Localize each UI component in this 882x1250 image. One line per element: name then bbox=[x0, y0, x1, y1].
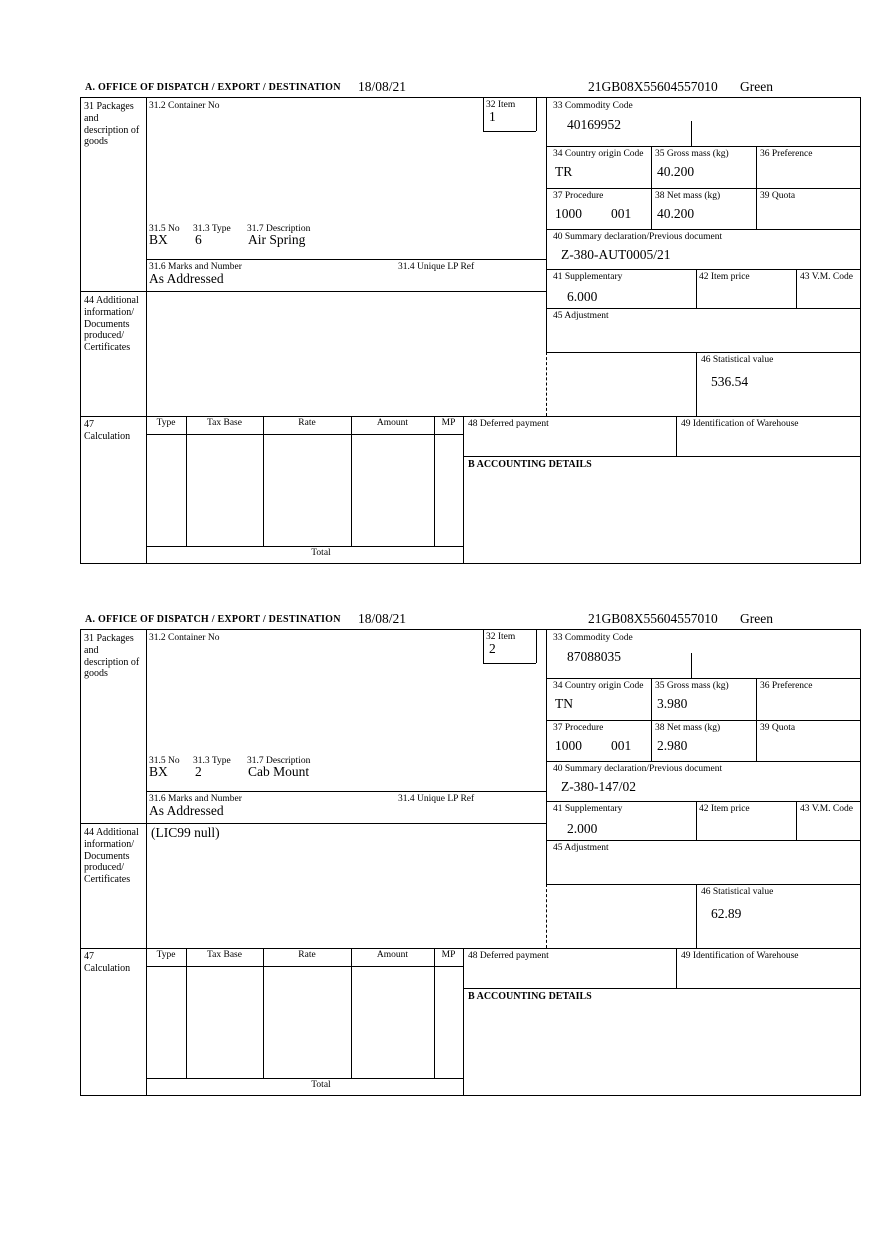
form-line bbox=[546, 146, 860, 147]
box46-statistical-label: 46 Statistical value bbox=[701, 355, 774, 365]
box44-additional-info-label: 44 Additional information/ Documents produced/ Certificates bbox=[84, 827, 139, 886]
supplementary-value: 2.000 bbox=[567, 821, 598, 836]
form-line bbox=[263, 948, 264, 1078]
form-line bbox=[546, 761, 860, 762]
summary-declaration-value: Z-380-AUT0005/21 bbox=[561, 247, 671, 262]
gross-mass-value: 40.200 bbox=[657, 164, 695, 179]
item-block-1 bbox=[80, 80, 861, 564]
package-no-value: BX bbox=[149, 764, 168, 779]
commodity-code-value: 40169952 bbox=[567, 117, 621, 132]
form-line bbox=[146, 630, 147, 1095]
box48-deferred-payment-label: 48 Deferred payment bbox=[468, 419, 549, 429]
box33-commodity-label: 33 Commodity Code bbox=[553, 633, 633, 643]
accounting-details-label: B ACCOUNTING DETAILS bbox=[468, 991, 592, 1002]
item-number-value: 2 bbox=[489, 641, 496, 656]
box35-gross-mass-label: 35 Gross mass (kg) bbox=[655, 149, 729, 159]
form-line bbox=[434, 948, 435, 1078]
commodity-code-value: 87088035 bbox=[567, 649, 621, 664]
box31-6-marks-label: 31.6 Marks and Number bbox=[149, 794, 242, 804]
form-line bbox=[263, 416, 264, 546]
col-header-rate: Rate bbox=[298, 950, 316, 960]
form-line bbox=[546, 269, 860, 270]
box31-packages-label: 31 Packages and description of goods bbox=[84, 101, 140, 148]
form-line bbox=[796, 269, 797, 308]
box31-packages-label: 31 Packages and description of goods bbox=[84, 633, 140, 680]
box42-item-price-label: 42 Item price bbox=[699, 272, 750, 282]
form-line bbox=[463, 416, 464, 563]
form-line bbox=[483, 131, 536, 132]
form-line bbox=[146, 434, 463, 435]
box47-calculation-label: 47 Calculation bbox=[84, 951, 131, 974]
box42-item-price-label: 42 Item price bbox=[699, 804, 750, 814]
form-line bbox=[546, 884, 860, 885]
box39-quota-label: 39 Quota bbox=[760, 191, 796, 201]
statistical-value: 536.54 bbox=[711, 374, 749, 389]
form-line bbox=[463, 456, 860, 457]
box41-supplementary-label: 41 Supplementary bbox=[553, 804, 623, 814]
form-line bbox=[483, 663, 536, 664]
total-label: Total bbox=[311, 1080, 331, 1090]
box31-2-container-label: 31.2 Container No bbox=[149, 633, 220, 643]
form-line bbox=[676, 416, 677, 456]
form-line bbox=[696, 884, 697, 948]
form-line bbox=[483, 98, 484, 131]
procedure-value: 1000 bbox=[555, 738, 582, 753]
col-header-amount: Amount bbox=[376, 418, 409, 428]
form-line bbox=[691, 121, 692, 146]
movement-reference-number: 21GB08X55604557010 bbox=[588, 79, 718, 94]
net-mass-value: 40.200 bbox=[657, 206, 695, 221]
form-line bbox=[691, 653, 692, 678]
net-mass-value: 2.980 bbox=[657, 738, 688, 753]
box40-summary-label: 40 Summary declaration/Previous document bbox=[553, 764, 723, 774]
form-line bbox=[351, 948, 352, 1078]
box31-7-description-label: 31.7 Description bbox=[247, 756, 311, 766]
accounting-details-label: B ACCOUNTING DETAILS bbox=[468, 459, 592, 470]
supplementary-value: 6.000 bbox=[567, 289, 598, 304]
dispatch-date: 18/08/21 bbox=[358, 611, 407, 626]
form-line bbox=[81, 291, 546, 292]
package-type-value: 6 bbox=[195, 232, 202, 247]
box35-gross-mass-label: 35 Gross mass (kg) bbox=[655, 681, 729, 691]
form-line bbox=[696, 269, 697, 308]
country-origin-value: TR bbox=[555, 164, 573, 179]
dispatch-date: 18/08/21 bbox=[358, 79, 407, 94]
form-line bbox=[434, 416, 435, 546]
form-line bbox=[81, 823, 546, 824]
box32-item-label: 32 Item bbox=[486, 100, 516, 110]
box38-net-mass-label: 38 Net mass (kg) bbox=[655, 723, 721, 733]
declaration-frame bbox=[80, 629, 861, 1096]
box43-vm-code-label: 43 V.M. Code bbox=[800, 272, 853, 282]
box44-additional-info-label: 44 Additional information/ Documents produced/ Certificates bbox=[84, 295, 139, 354]
box37-procedure-label: 37 Procedure bbox=[553, 191, 604, 201]
form-line bbox=[546, 801, 860, 802]
form-line bbox=[546, 630, 547, 884]
box36-preference-label: 36 Preference bbox=[760, 681, 813, 691]
form-line bbox=[796, 801, 797, 840]
box40-summary-label: 40 Summary declaration/Previous document bbox=[553, 232, 723, 242]
procedure-value: 1000 bbox=[555, 206, 582, 221]
form-line bbox=[546, 720, 860, 721]
form-line bbox=[696, 352, 697, 416]
form-line-dashed bbox=[546, 352, 547, 416]
box31-2-container-label: 31.2 Container No bbox=[149, 101, 220, 111]
gross-mass-value: 3.980 bbox=[657, 696, 688, 711]
form-line bbox=[186, 416, 187, 546]
box31-4-lp-ref-label: 31.4 Unique LP Ref bbox=[398, 262, 475, 272]
country-origin-value: TN bbox=[555, 696, 573, 711]
box47-calculation-label: 47 Calculation bbox=[84, 419, 131, 442]
office-of-dispatch-header: A. OFFICE OF DISPATCH / EXPORT / DESTINATION bbox=[85, 82, 341, 93]
box41-supplementary-label: 41 Supplementary bbox=[553, 272, 623, 282]
form-line bbox=[81, 416, 860, 417]
box45-adjustment-label: 45 Adjustment bbox=[553, 843, 609, 853]
item-block-2 bbox=[80, 612, 861, 1096]
form-line bbox=[696, 801, 697, 840]
box43-vm-code-label: 43 V.M. Code bbox=[800, 804, 853, 814]
box34-country-label: 34 Country origin Code bbox=[553, 681, 644, 691]
box46-statistical-label: 46 Statistical value bbox=[701, 887, 774, 897]
total-label: Total bbox=[311, 548, 331, 558]
office-of-dispatch-header: A. OFFICE OF DISPATCH / EXPORT / DESTINATION bbox=[85, 614, 341, 625]
box31-3-type-label: 31.3 Type bbox=[193, 224, 231, 234]
box49-warehouse-label: 49 Identification of Warehouse bbox=[681, 419, 799, 429]
box39-quota-label: 39 Quota bbox=[760, 723, 796, 733]
col-header-tax-base: Tax Base bbox=[207, 950, 242, 960]
form-line bbox=[546, 840, 860, 841]
form-line bbox=[546, 229, 860, 230]
form-line bbox=[463, 988, 860, 989]
form-line bbox=[186, 948, 187, 1078]
col-header-rate: Rate bbox=[298, 418, 316, 428]
form-line bbox=[483, 630, 484, 663]
summary-declaration-value: Z-380-147/02 bbox=[561, 779, 636, 794]
col-header-amount: Amount bbox=[376, 950, 409, 960]
marks-value: As Addressed bbox=[149, 803, 224, 818]
box38-net-mass-label: 38 Net mass (kg) bbox=[655, 191, 721, 201]
box49-warehouse-label: 49 Identification of Warehouse bbox=[681, 951, 799, 961]
form-line bbox=[81, 948, 860, 949]
form-line bbox=[546, 308, 860, 309]
form-line bbox=[146, 259, 546, 260]
col-header-type: Type bbox=[156, 418, 176, 428]
form-line bbox=[146, 98, 147, 563]
procedure-value-2: 001 bbox=[611, 206, 632, 221]
form-line bbox=[146, 966, 463, 967]
form-line bbox=[546, 352, 860, 353]
form-line bbox=[676, 948, 677, 988]
item-number-value: 1 bbox=[489, 109, 496, 124]
form-line bbox=[546, 98, 547, 352]
box37-procedure-label: 37 Procedure bbox=[553, 723, 604, 733]
additional-information-value: (LIC99 null) bbox=[151, 825, 220, 840]
routing-status: Green bbox=[740, 79, 773, 94]
form-line bbox=[536, 630, 537, 663]
box31-5-no-label: 31.5 No bbox=[149, 756, 180, 766]
col-header-mp: MP bbox=[441, 950, 456, 960]
box31-5-no-label: 31.5 No bbox=[149, 224, 180, 234]
box45-adjustment-label: 45 Adjustment bbox=[553, 311, 609, 321]
box31-3-type-label: 31.3 Type bbox=[193, 756, 231, 766]
form-line bbox=[351, 416, 352, 546]
col-header-tax-base: Tax Base bbox=[207, 418, 242, 428]
box31-6-marks-label: 31.6 Marks and Number bbox=[149, 262, 242, 272]
goods-description-value: Cab Mount bbox=[248, 764, 310, 779]
movement-reference-number: 21GB08X55604557010 bbox=[588, 611, 718, 626]
form-line bbox=[463, 948, 464, 1095]
box48-deferred-payment-label: 48 Deferred payment bbox=[468, 951, 549, 961]
box31-7-description-label: 31.7 Description bbox=[247, 224, 311, 234]
form-line bbox=[146, 546, 463, 547]
box34-country-label: 34 Country origin Code bbox=[553, 149, 644, 159]
box33-commodity-label: 33 Commodity Code bbox=[553, 101, 633, 111]
col-header-type: Type bbox=[156, 950, 176, 960]
routing-status: Green bbox=[740, 611, 773, 626]
form-line bbox=[546, 188, 860, 189]
declaration-frame bbox=[80, 97, 861, 564]
package-no-value: BX bbox=[149, 232, 168, 247]
box36-preference-label: 36 Preference bbox=[760, 149, 813, 159]
marks-value: As Addressed bbox=[149, 271, 224, 286]
form-line-dashed bbox=[546, 884, 547, 948]
form-line bbox=[536, 98, 537, 131]
box32-item-label: 32 Item bbox=[486, 632, 516, 642]
form-line bbox=[546, 678, 860, 679]
package-type-value: 2 bbox=[195, 764, 202, 779]
statistical-value: 62.89 bbox=[711, 906, 742, 921]
procedure-value-2: 001 bbox=[611, 738, 632, 753]
box31-4-lp-ref-label: 31.4 Unique LP Ref bbox=[398, 794, 475, 804]
goods-description-value: Air Spring bbox=[248, 232, 306, 247]
col-header-mp: MP bbox=[441, 418, 456, 428]
form-line bbox=[146, 1078, 463, 1079]
form-line bbox=[146, 791, 546, 792]
